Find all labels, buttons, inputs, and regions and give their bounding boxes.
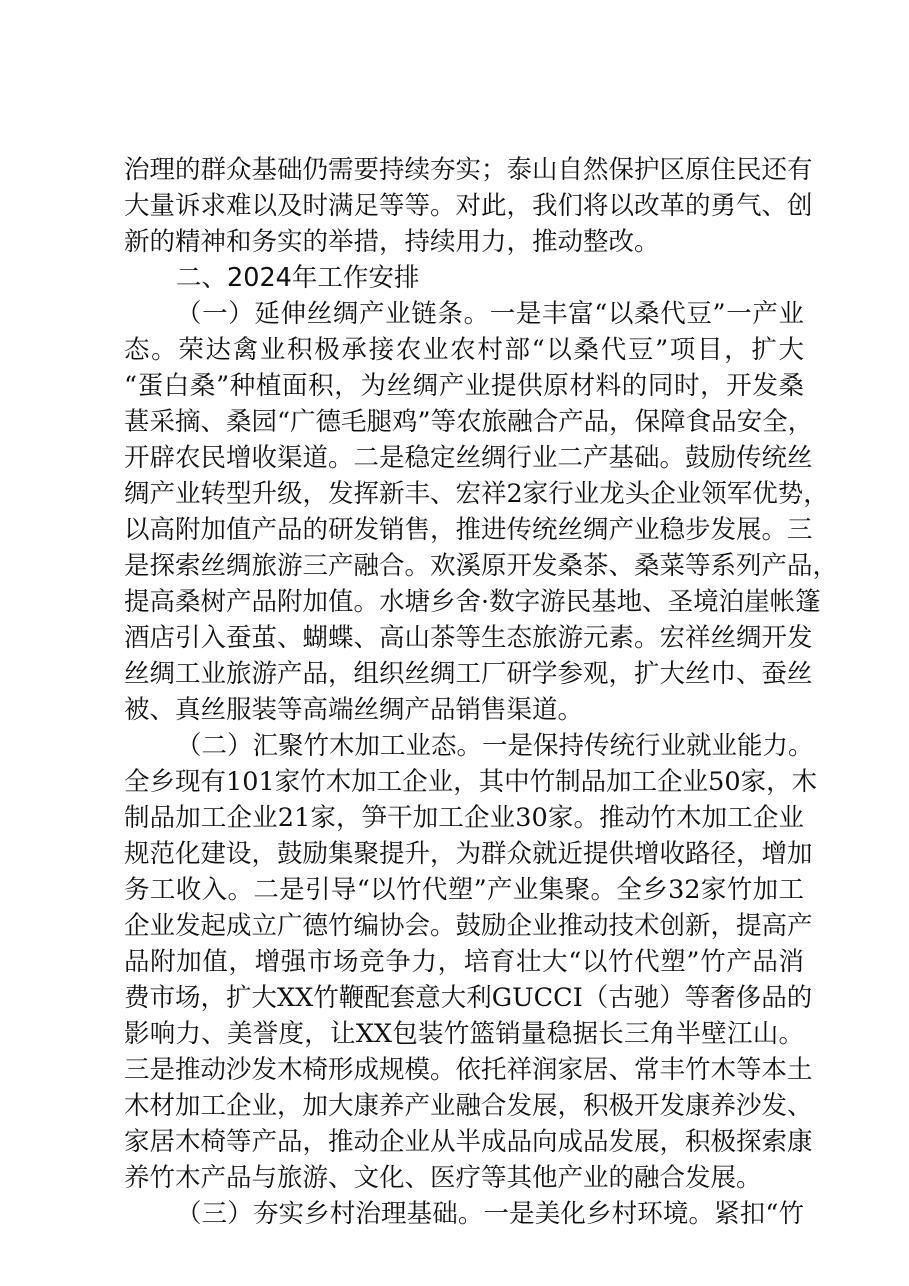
paragraph-start-line: （一）延伸丝绸产业链条。一是丰富“以桑代豆”一产业 xyxy=(176,299,804,329)
text-line: 丝绸工业旅游产品，组织丝绸工厂研学参观，扩大丝巾、蚕丝 xyxy=(124,659,813,689)
text-line: 绸产业转型升级，发挥新丰、宏祥2家行业龙头企业领军优势， xyxy=(124,479,829,509)
text-line: 家居木椅等产品，推动企业从半成品向成品发展，积极探索康 xyxy=(124,1127,813,1157)
text-line: 新的精神和务实的举措，持续用力，推动整改。 xyxy=(124,227,660,257)
text-line: 品附加值，增强市场竞争力，培育壮大“以竹代塑”竹产品消 xyxy=(124,947,804,977)
text-line: 治理的群众基础仍需要持续夯实；泰山自然保护区原住民还有 xyxy=(124,155,813,185)
text-line: 态。荣达禽业积极承接农业农村部“以桑代豆”项目，扩大 xyxy=(124,335,804,365)
text-line: 全乡现有101家竹木加工企业，其中竹制品加工企业50家，木 xyxy=(124,767,818,797)
text-line: 养竹木产品与旅游、文化、医疗等其他产业的融合发展。 xyxy=(124,1163,762,1193)
text-line: 以高附加值产品的研发销售，推进传统丝绸产业稳步发展。三 xyxy=(124,515,813,545)
text-line: “蛋白桑”种植面积，为丝绸产业提供原材料的同时，开发桑 xyxy=(124,371,804,401)
paragraph-start-line: （三）夯实乡村治理基础。一是美化乡村环境。紧扣“竹 xyxy=(176,1199,804,1229)
text-line: 三是推动沙发木椅形成规模。依托祥润家居、常丰竹木等本土 xyxy=(124,1055,813,1085)
text-line: 开辟农民增收渠道。二是稳定丝绸行业二产基础。鼓励传统丝 xyxy=(124,443,813,473)
section-heading: 二、2024年工作安排 xyxy=(176,263,420,293)
text-line: 规范化建设，鼓励集聚提升，为群众就近提供增收路径，增加 xyxy=(124,839,813,869)
text-line: 企业发起成立广德竹编协会。鼓励企业推动技术创新，提高产 xyxy=(124,911,813,941)
paragraph-start-line: （二）汇聚竹木加工业态。一是保持传统行业就业能力。 xyxy=(176,731,814,761)
text-line: 大量诉求难以及时满足等等。对此，我们将以改革的勇气、创 xyxy=(124,191,813,221)
text-line: 务工收入。二是引导“以竹代塑”产业集聚。全乡32家竹加工 xyxy=(124,875,804,905)
text-line: 葚采摘、桑园“广德毛腿鸡”等农旅融合产品，保障食品安全， xyxy=(124,407,814,437)
text-line: 费市场，扩大XX竹鞭配套意大利GUCCI（古驰）等奢侈品的 xyxy=(124,983,813,1013)
text-line: 木材加工企业，加大康养产业融合发展，积极开发康养沙发、 xyxy=(124,1091,813,1121)
text-line: 酒店引入蚕茧、蝴蝶、高山茶等生态旅游元素。宏祥丝绸开发 xyxy=(124,623,813,653)
text-line: 制品加工企业21家，笋干加工企业30家。推动竹木加工企业 xyxy=(124,803,804,833)
text-line: 影响力、美誉度，让XX包装竹篮销量稳据长三角半壁江山。 xyxy=(124,1019,804,1049)
text-line: 是探索丝绸旅游三产融合。欢溪原开发桑茶、桑菜等系列产品， xyxy=(124,551,839,581)
text-line: 被、真丝服装等高端丝绸产品销售渠道。 xyxy=(124,695,584,725)
text-line: 提高桑树产品附加值。水塘乡舍·数字游民基地、圣境泊崖帐篷 xyxy=(124,587,821,617)
